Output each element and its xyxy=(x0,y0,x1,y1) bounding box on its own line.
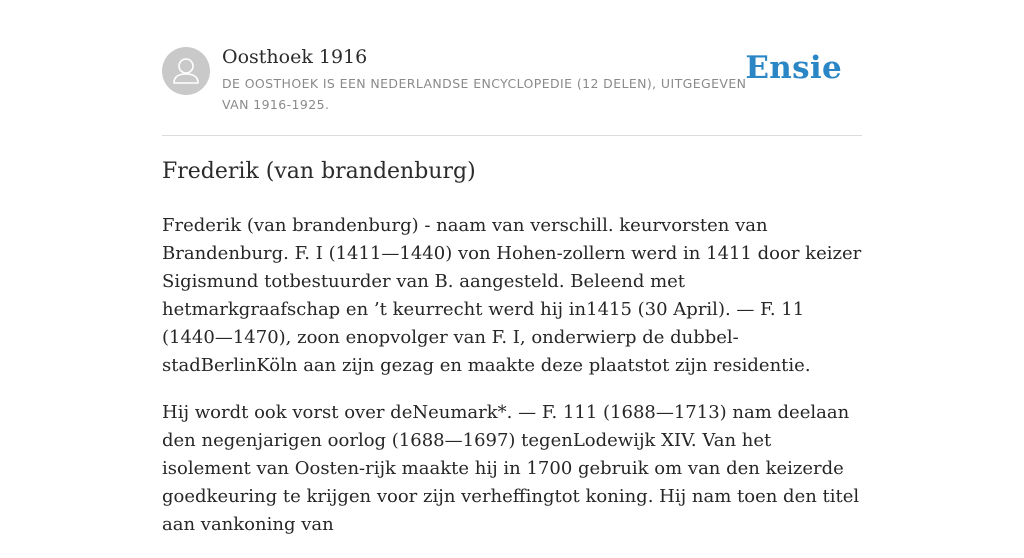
article-body xyxy=(162,212,862,558)
article-paragraph: Frederik (van brandenburg) - naam van verschill. keurvorsten van Brandenburg. F. I (1411—1440) von Hohen-zollern werd in 1411 door keizer Sigismund totbestuurder van B. aangesteld. Beleend met hetmarkgraafschap en ’t keurrecht werd hij in1415 (30 April). — F. 11 (1440—1470), zoon enopvolger van F. I, onderwierp de dubbel-stadBerlinKöln aan zijn gezag en maakte deze plaatstot zijn residentie. xyxy=(162,215,862,376)
user-icon xyxy=(162,47,210,95)
article-paragraph: Hij wordt ook vorst over deNeumark*. — F. 111 (1688—1713) nam deelaan den negenjarigen oorlog (1688—1697) tegenLodewijk XIV. Van het isolement van Oosten-rijk maakte hij in 1700 gebruik om van den keizerde goedkeuring te krijgen voor zijn verheffingtot koning. Hij nam toen den titel aan vankoning van xyxy=(162,402,860,535)
source-title[interactable]: Oosthoek 1916 xyxy=(222,46,368,68)
page xyxy=(162,0,862,535)
article-title: Frederik (van brandenburg) xyxy=(162,159,476,184)
ensie-logo[interactable]: Ensie xyxy=(745,50,842,86)
avatar[interactable] xyxy=(162,47,210,95)
source-header xyxy=(162,0,862,136)
source-description: DE OOSTHOEK IS EEN NEDERLANDSE ENCYCLOPEDIE (12 DELEN), UITGEGEVEN VAN 1916-1925. xyxy=(222,76,747,112)
